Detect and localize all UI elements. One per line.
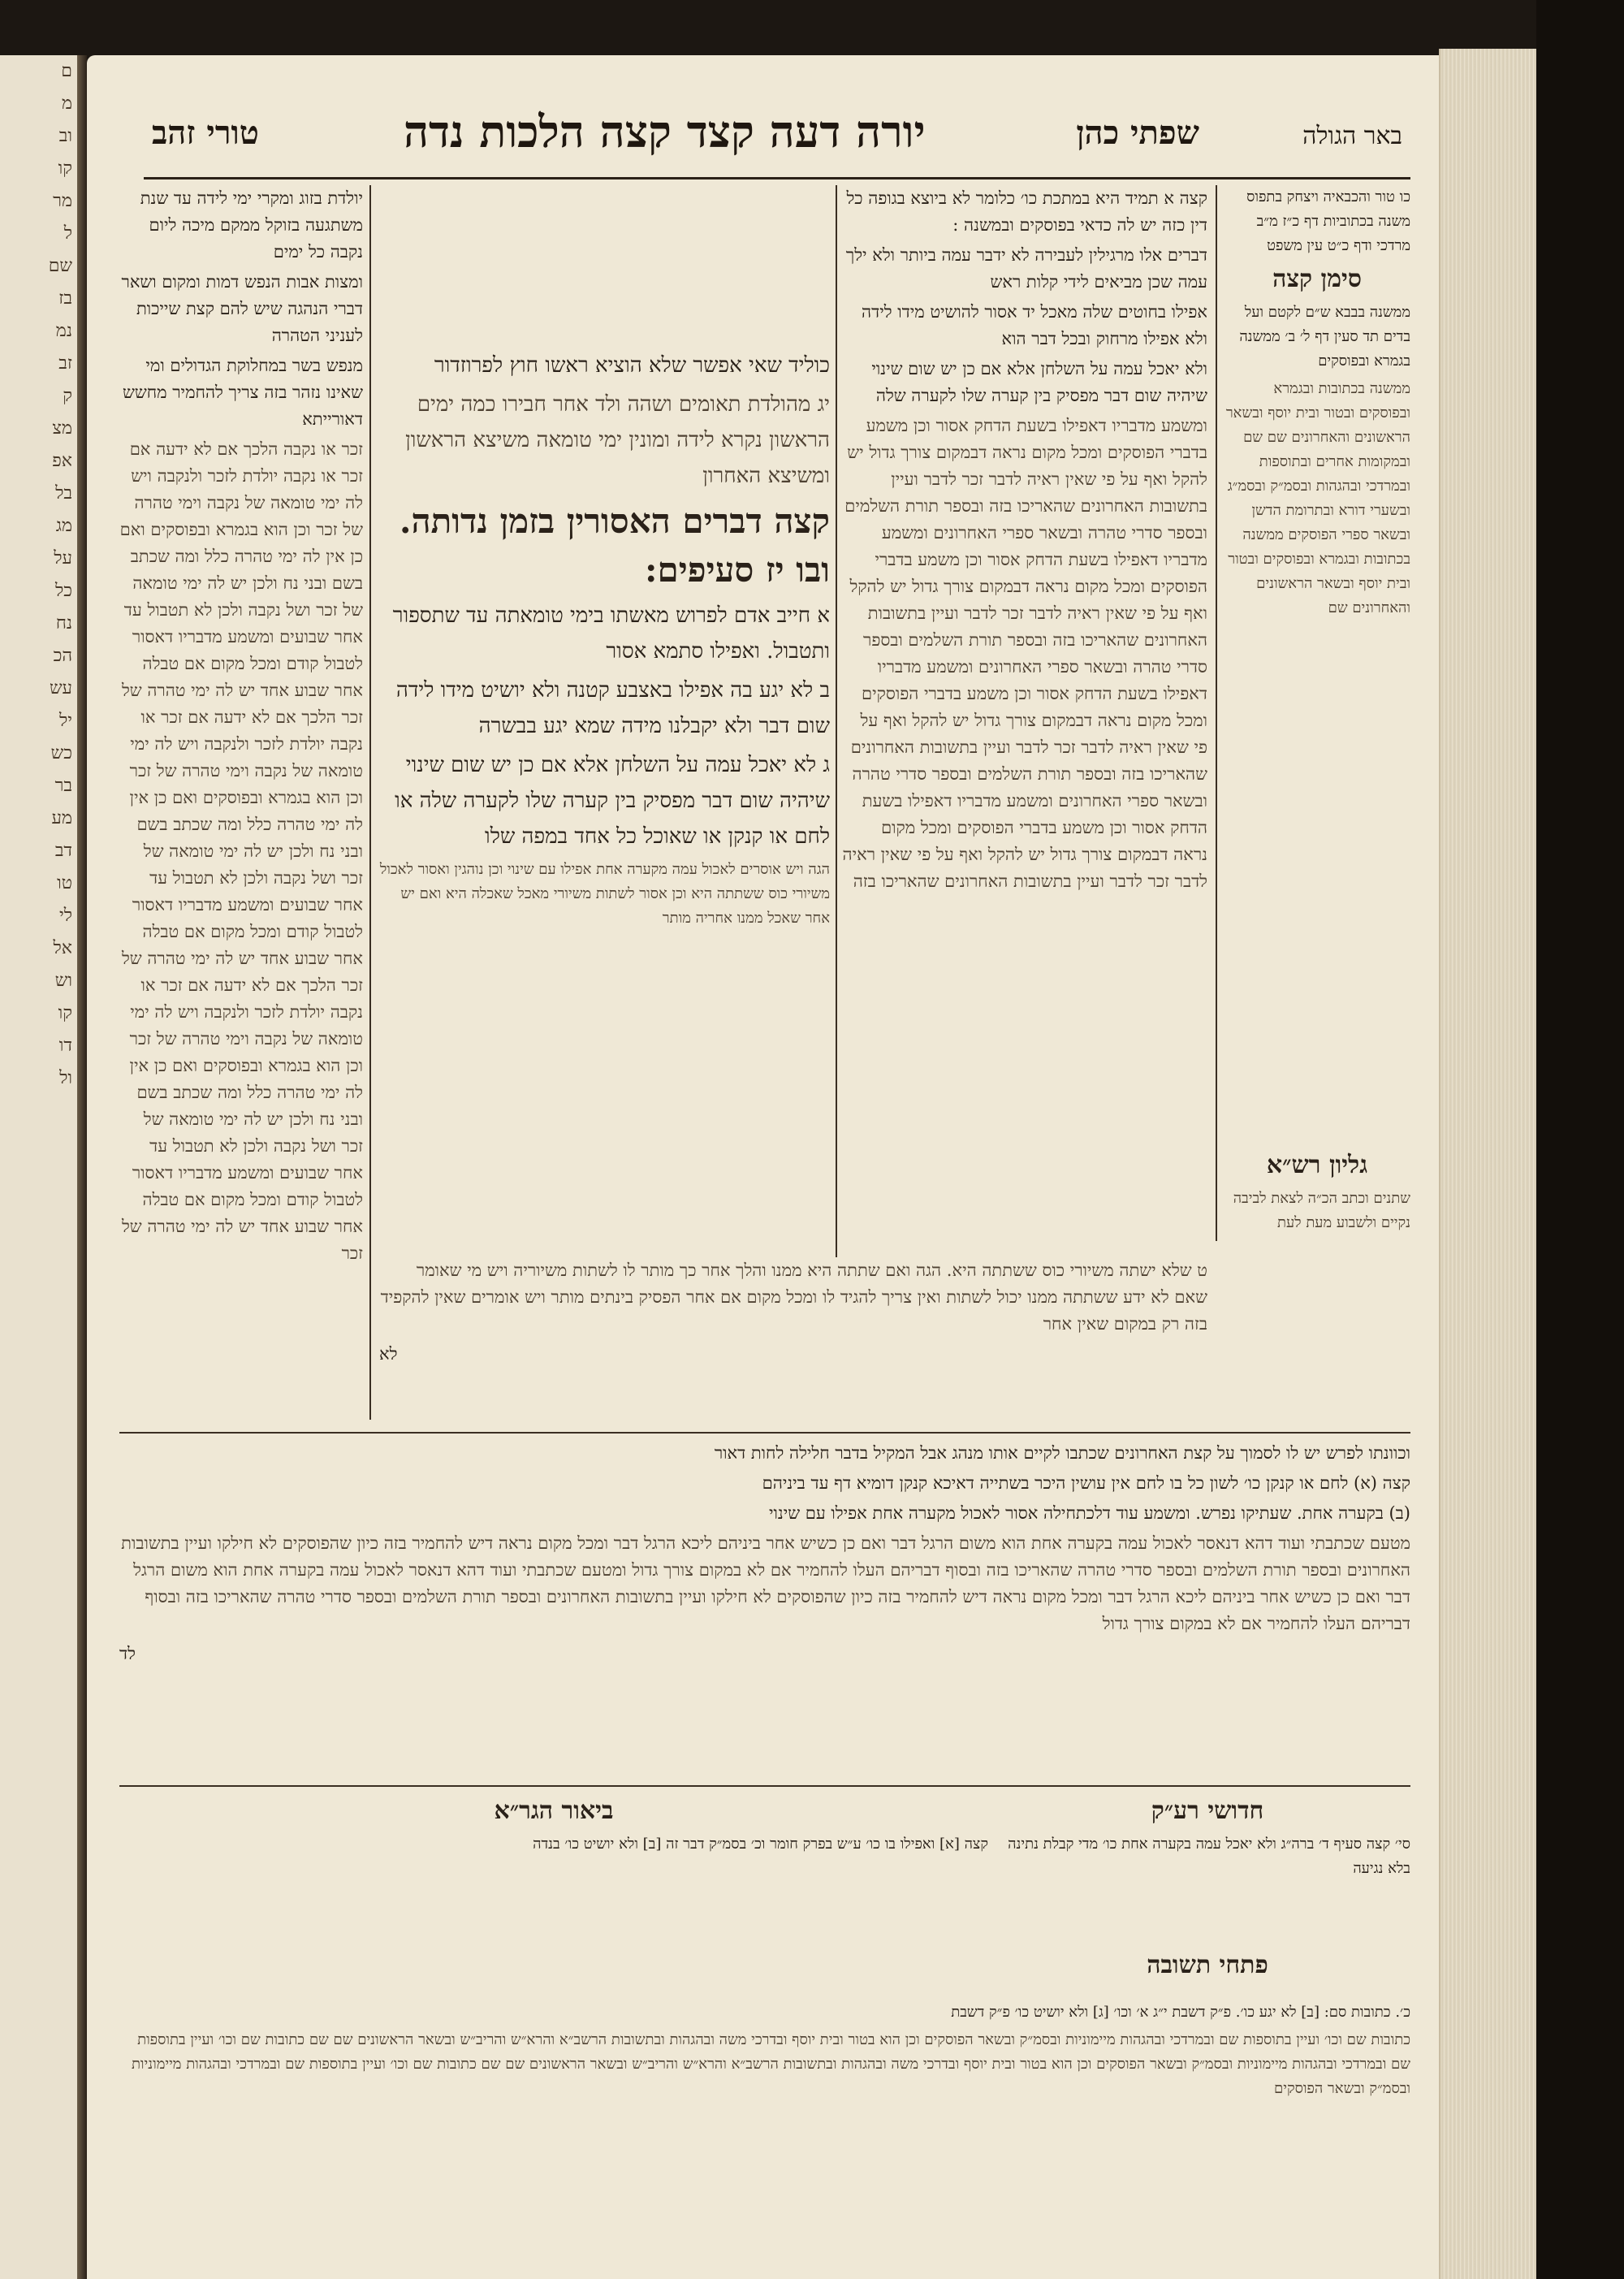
page-block-edge — [1439, 49, 1538, 2279]
facing-page-fragment: כש — [50, 743, 72, 763]
facing-page-fragment: בל — [55, 483, 72, 504]
chidushei-column — [1004, 1793, 1410, 1948]
facing-page-fragment: שם — [48, 256, 72, 276]
gilyon-title: גליון רש״א — [1266, 1151, 1368, 1179]
chidushei-title: חדושי רע״ק — [1151, 1797, 1264, 1825]
facing-page-fragment: בז — [58, 288, 72, 309]
header-taz: טורי זהב — [152, 114, 259, 152]
book-page — [87, 55, 1439, 2279]
beer-text-2: ממשנה בבבא ש״ם לקטם ועל בדים תד סעין דף ל׳ ב׳ ממשנה בגמרא ובפוסקים — [1239, 304, 1410, 370]
biur-title: ביאור הגר״א — [494, 1797, 614, 1825]
header-beer-hagolah: באר הגולה — [1302, 122, 1402, 150]
shach-text-3: ולא יאכל עמה על השלחן אלא אם כן יש שום שינוי שיהיה שום דבר מפסיק בין קערה שלו לקערה שלה — [871, 359, 1207, 405]
shach-column — [842, 185, 1207, 1241]
bottom-text-2: קצה (א) לחם או קנקן כו׳ לשון כל בו לחם אין עושין היכר בשתייה דאיכא קנקן דומיא דף עד ביניהם — [762, 1473, 1410, 1493]
taz-text-3: מנפש בשר במחלוקת הגדולים ומי שאינו נזהר בזה צריך להחמיר מחשש דאורייתא — [122, 356, 363, 429]
footer-text-2: קצה [א] ואפילו בו כו׳ ע״ש בפרק חומר וכ׳ בסמ״ק דבר זה [ב] ולא יושיט כו׳ בנדה — [533, 1836, 988, 1853]
facing-page-fragment: וש — [54, 971, 72, 991]
facing-page-fragment: בר — [54, 776, 72, 796]
facing-page-fragment: דו — [58, 1036, 72, 1056]
gilyon-filler: שתנים וכתב הכ״ה לצאת לביבה נקיים ולשבוע מעת לעת — [1233, 1190, 1410, 1231]
header-shach: שפתי כהן — [1076, 114, 1199, 152]
facing-page-fragment: וב — [58, 126, 72, 146]
facing-page-fragment: מצ — [52, 418, 72, 439]
bottom-text-3: (ב) בקערה אחת. שעתיקו נפרש. ומשמע עוד דלכתחילה אסור לאכול מקערה אחת אפילו עם שינוי — [769, 1503, 1410, 1523]
main-hagah-filler: הגה ויש אוסרים לאכול עמה מקערה אחת אפילו עם שינוי וכן נוהגין ואסור לאכול משיורי כוס ששתתה היא וכן אסור לשתות משיורי מאכל שאכלה היא ואם יש אחר שאכל ממנו אחריה מותר — [379, 861, 830, 927]
facing-page-fragment: קו — [58, 158, 72, 179]
main-lower-filler: ט שלא ישתה משיורי כוס ששתתה היא. הגה ואם שתתה היא ממנו והלך אחר כך מותר לו לשתות משיוריה ויש מי שאומר שאם לא ידע ששתתה ממנו יכול לשתות ואין צריך להגיד לו ומכל מקום אם אחר הפסיק בינתים מותר ויש אומרים שאין להקפיד בזה רק במקום שאין אחר — [380, 1261, 1207, 1334]
main-intro-filler: יג מהולדת תאומים ושהה ולד אחר חבירו כמה ימים הראשון נקרא לידה ומונין ימי טומאה משיצא הראשון ומשיצא האחרון — [405, 392, 830, 488]
shach-filler: ומשמע מדבריו דאפילו בשעת הדחק אסור וכן משמע בדברי הפוסקים ומכל מקום נראה דבמקום צורך גדול יש להקל ואף על פי שאין ראיה לדבר זכר לדבר ועיין בתשובות האחרונים שהאריכו בזה ובספר תורת השלמים ובספר סדרי טהרה ובשאר ספרי האחרונים ומשמע מדבריו דאפילו בשעת הדחק אסור וכן משמע בדברי הפוסקים ומכל מקום נראה דבמקום צורך גדול יש להקל ואף על פי שאין ראיה לדבר זכר לדבר ועיין בתשובות האחרונים שהאריכו בזה ובספר תורת השלמים ובספר סדרי טהרה ובשאר ספרי האחרונים ומשמע מדבריו דאפילו בשעת הדחק אסור וכן משמע בדברי הפוסקים ומכל מקום נראה דבמקום צורך גדול יש להקל ואף על פי שאין ראיה לדבר זכר לדבר ועיין בתשובות האחרונים שהאריכו בזה ובספר תורת השלמים ובספר סדרי טהרה ובשאר ספרי האחרונים ומשמע מדבריו דאפילו בשעת הדחק אסור וכן משמע בדברי הפוסקים ומכל מקום נראה דבמקום צורך גדול יש להקל ואף על פי שאין ראיה לדבר זכר לדבר ועיין בתשובות האחרונים שהאריכו בזה — [842, 416, 1207, 891]
catchword: לא — [379, 1344, 398, 1364]
pitchei-title: פתחי תשובה — [1147, 1951, 1268, 1979]
beer-hagolah-column — [1224, 185, 1410, 1144]
main-seif-c: ג לא יאכל עמה על השלחן אלא אם כן יש שום שינוי שיהיה שום דבר מפסיק בין קערה שלו לקערה שלה או לחם או קנקן או שאוכל כל אחד במפה שלו — [395, 753, 830, 849]
gilyon-box — [1224, 1148, 1410, 1253]
shulchan-aruch-column — [379, 348, 830, 1306]
header-title: יורה דעה קצד קצה הלכות נדה — [404, 106, 926, 158]
divider-beer — [1216, 185, 1217, 1241]
footer-text-1: סי׳ קצה סעיף ד׳ ברה״ג ולא יאכל עמה בקערה אחת כו׳ מדי קבלת נתינה בלא נגיעה — [1008, 1836, 1410, 1877]
bottom-filler: מטעם שכתבתי ועוד דהא דנאסר לאכול עמה בקערה אחת הוא משום הרגל דבר ואם כן כשיש אחר ביניהם ליכא הרגל דבר ומכל מקום נראה דיש להחמיר בזה כיון שהפוסקים לא חילקו ועיין בתשובות האחרונים ובספר תורת השלמים ובספר סדרי טהרה שהאריכו בזה ובסוף דבריהם העלו להחמיר אם לא במקום צורך גדול ומטעם שכתבתי ועוד דהא דנאסר לאכול עמה בקערה אחת הוא משום הרגל דבר ואם כן כשיש אחר ביניהם ליכא הרגל דבר ומכל מקום נראה דיש להחמיר בזה כיון שהפוסקים לא חילקו ועיין בתשובות האחרונים ובספר תורת השלמים ובספר סדרי טהרה שהאריכו בזה ובסוף דבריהם העלו להחמיר אם לא במקום צורך גדול — [121, 1533, 1410, 1633]
siman-title: קצה דברים האסורין בזמן נדותה. ובו יז סעיפים: — [399, 501, 830, 590]
facing-page — [0, 55, 80, 2279]
facing-page-fragment: ם — [61, 61, 72, 81]
background-edge — [1536, 0, 1624, 2279]
facing-page-fragment: נמ — [55, 321, 72, 341]
facing-page-fragment: דב — [54, 841, 72, 861]
beer-text-1: כו טור והכבאיה ויצחק בתפוס משנה בכתוביות דף כ״ז מ״ב מרדכי ודף כ״ט עין משפט — [1246, 188, 1410, 254]
facing-page-fragment: עש — [49, 678, 72, 698]
taz-text-2: ומצות אבות הנפש דמות ומקום ושאר דברי הנהגה שיש להם קצת שייכות לעניני הטהרה — [121, 272, 363, 345]
shach-open: קצה א תמיד היא במתכת כו׳ כלומר לא ביוצא בגופה כל דין כזה יש לה כדאי בפוסקים ובמשנה : — [846, 188, 1207, 235]
facing-page-fragment: מ — [61, 93, 72, 114]
facing-page-fragment: על — [54, 548, 72, 569]
facing-page-fragment: טו — [57, 873, 72, 893]
main-seif-a: א חייב אדם לפרוש מאשתו בימי טומאתה עד שתספור ותטבול. ואפילו סתמא אסור — [392, 603, 830, 664]
footer-rule — [119, 1785, 1410, 1787]
facing-page-fragment: קו — [58, 1003, 72, 1023]
main-intro: כוליד שאי אפשר שלא הוציא ראשו חוץ לפרוזדור — [434, 353, 830, 378]
page-header — [144, 102, 1410, 169]
facing-page-fragment: מג — [55, 516, 72, 536]
beer-filler: ממשנה בכתובות ובגמרא ובפוסקים ובטור ובית יוסף ובשאר הראשונים והאחרונים שם שם ובמקומות אחרים ובתוספות ובמרדכי ובהגהות ובסמ״ק ובסמ״ג ובשערי דורא ובתרומת הדשן ובשאר ספרי הפוסקים ממשנה בכתובות ובגמרא ובפוסקים ובטור ובית יוסף ובשאר הראשונים והאחרונים שם — [1225, 380, 1410, 616]
divider-taz — [369, 185, 371, 1420]
facing-page-fragment: כל — [54, 581, 72, 601]
facing-page-fragment: הכ — [53, 646, 72, 666]
pitchei-box — [1004, 1948, 1410, 1996]
footer-text-3: כ׳. כתובות סם: [ב] לא יגע כו׳. פ״ק דשבת י״ג א׳ וכו׳ [ג] ולא יושיט כו׳ פ״ק דשבת — [951, 2004, 1410, 2021]
catchword-lower: לד — [119, 1644, 136, 1663]
header-rule — [144, 177, 1410, 179]
facing-page-fragment: נח — [55, 613, 72, 634]
taz-column — [119, 185, 363, 1428]
shach-text-2: אפילו בחוטים שלה מאכל יד אסור להושיט מידו לידה ולא אפילו מרחוק ובכל דבר הוא — [862, 302, 1207, 348]
footer-filler: כתובות שם וכו׳ ועיין בתוספות שם ובמרדכי ובהגהות מיימוניות ובסמ״ק ובשאר הפוסקים וכן הוא בטור ובית יוסף ובדרכי משה ובהגהות ובתשובות הרשב״א והרא״ש והריב״ש ובשאר הראשונים שם שם כתובות שם וכו׳ ועיין בתוספות שם ובמרדכי ובהגהות מיימוניות ובסמ״ק ובשאר הפוסקים וכן הוא בטור ובית יוסף ובדרכי משה ובהגהות ובתשובות הרשב״א והרא״ש והריב״ש ובשאר הראשונים שם שם כתובות שם וכו׳ ועיין בתוספות שם ובמרדכי ובהגהות מיימוניות ובסמ״ק ובשאר הפוסקים — [131, 2031, 1410, 2097]
footer-notes — [119, 2000, 1410, 2268]
taz-filler: זכר או נקבה הלכך אם לא ידעה אם זכר או נקבה יולדת לזכר ולנקבה ויש לה ימי טומאה של נקבה וימי טהרה של זכר וכן הוא בגמרא ובפוסקים ואם כן אין לה ימי טהרה כלל ומה שכתב בשם ובני נח ולכן יש לה ימי טומאה של זכר ושל נקבה ולכן לא תטבול עד אחר שבועים ומשמע מדבריו דאסור לטבול קודם ומכל מקום אם טבלה אחר שבוע אחד יש לה ימי טהרה של זכר הלכך אם לא ידעה אם זכר או נקבה יולדת לזכר ולנקבה ויש לה ימי טומאה של נקבה וימי טהרה של זכר וכן הוא בגמרא ובפוסקים ואם כן אין לה ימי טהרה כלל ומה שכתב בשם ובני נח ולכן יש לה ימי טומאה של זכר ושל נקבה ולכן לא תטבול עד אחר שבועים ומשמע מדבריו דאסור לטבול קודם ומכל מקום אם טבלה אחר שבוע אחד יש לה ימי טהרה של זכר הלכך אם לא ידעה אם זכר או נקבה יולדת לזכר ולנקבה ויש לה ימי טומאה של נקבה וימי טהרה של זכר וכן הוא בגמרא ובפוסקים ואם כן אין לה ימי טהרה כלל ומה שכתב בשם ובני נח ולכן יש לה ימי טומאה של זכר ושל נקבה ולכן לא תטבול עד אחר שבועים ומשמע מדבריו דאסור לטבול קודם ומכל מקום אם טבלה אחר שבוע אחד יש לה ימי טהרה של זכר — [119, 439, 363, 1263]
facing-page-fragment: יל — [58, 711, 72, 731]
facing-page-fragment: מע — [51, 808, 72, 828]
facing-page-fragment: ק — [63, 386, 72, 406]
facing-page-fragment: לי — [58, 906, 72, 926]
facing-page-fragment: מר — [53, 191, 72, 211]
siman-label: סימן קצה — [1272, 265, 1362, 293]
facing-page-fragment: ל — [63, 223, 72, 244]
facing-page-fragment: זב — [58, 353, 72, 374]
lower-commentary — [119, 1440, 1410, 1781]
facing-page-fragment: ול — [59, 1068, 72, 1088]
book-gutter — [77, 55, 87, 2279]
main-lower-block — [379, 1257, 1207, 1428]
facing-page-fragment: אפ — [52, 451, 72, 471]
main-seif-b: ב לא יגע בה אפילו באצבע קטנה ולא יושיט מידו לידה שום דבר ולא יקבלנו מידה שמא יגע בבשרה — [395, 678, 830, 738]
facing-page-fragment: אל — [53, 938, 72, 958]
shach-text-1: דברים אלו מרגילין לעבירה לא ידבר עמה ביותר ולא ילך עמה שכן מביאים לידי קלות ראש — [845, 245, 1207, 292]
biur-column — [119, 1793, 988, 1948]
bottom-text-1: וכוונתו לפרש יש לו לסמוך על קצת האחרונים שכתבו לקיים אותו מנהג אבל המקיל בדבר חלילה לחות דאור — [714, 1443, 1410, 1463]
divider-shach — [836, 185, 837, 1257]
lower-section-rule — [119, 1432, 1410, 1434]
taz-text-1: יולדת בזוג ומקרי ימי לידה עד שנת משתגעה בזוקל ממקם מיכה ליום נקבה כל ימים — [140, 188, 363, 262]
